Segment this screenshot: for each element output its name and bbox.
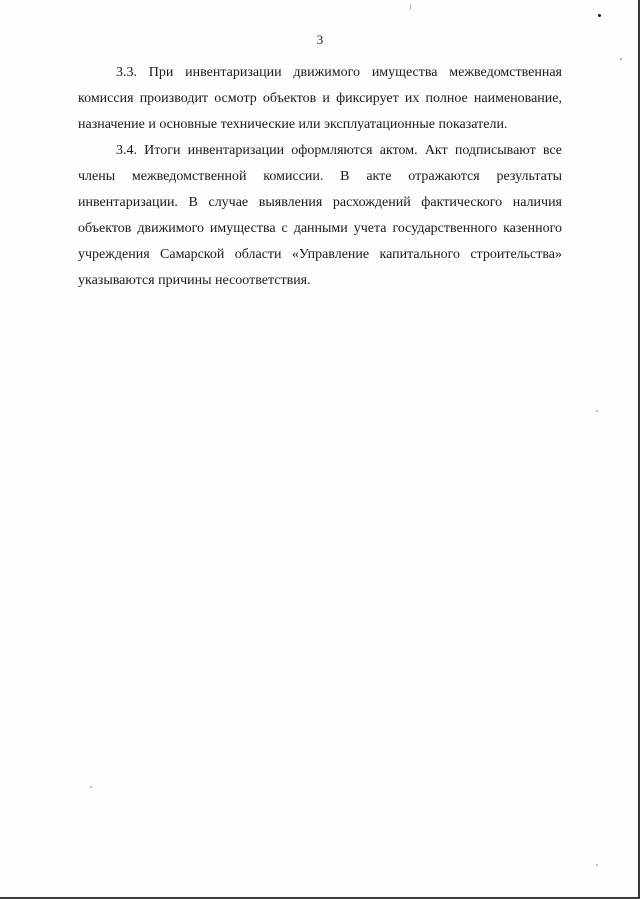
scan-mark	[410, 4, 411, 10]
document-body	[78, 60, 562, 294]
page-number: 3	[316, 32, 324, 47]
paragraph-3-4: 3.4. Итоги инвентаризации оформляются актом. Акт подписывают все члены межведомственной комиссии. В акте отражаются результаты инвентаризации. В случае выявления расхождений фактического наличия объектов движимого имущества с данными учета государственного казенного учреждения Самарской области «Управление капитального строительства» указываются причины несоответствия.	[78, 143, 562, 288]
scan-speck	[596, 864, 598, 866]
scan-speck	[90, 786, 92, 788]
scan-speck	[598, 14, 601, 17]
scan-speck	[620, 58, 622, 60]
paragraph-3-3: 3.3. При инвентаризации движимого имущества межведомственная комиссия производит осмотр объектов и фиксирует их полное наименование, назначение и основные технические или эксплуатационные показатели.	[78, 65, 562, 132]
scan-speck	[596, 410, 598, 412]
